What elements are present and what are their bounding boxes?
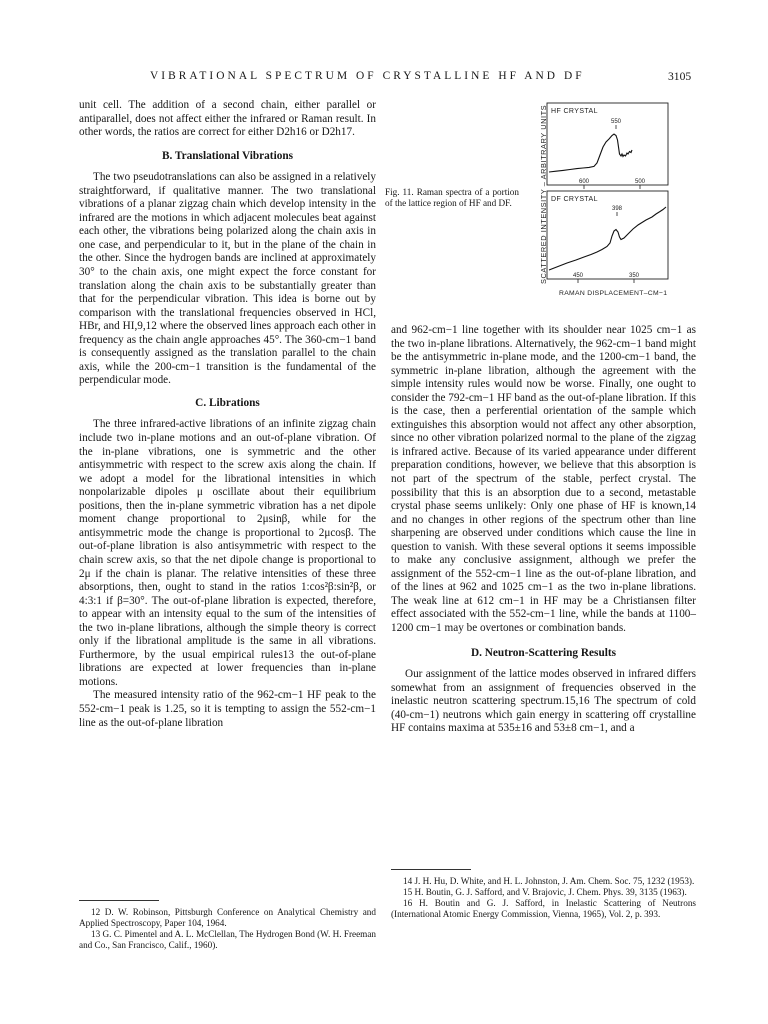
hf-tick-label-500: 500	[634, 179, 646, 185]
df-tick-label-350: 350	[628, 273, 640, 279]
df-crystal-label: DF CRYSTAL	[551, 196, 598, 203]
df-peak-label: 398	[612, 206, 623, 212]
footnote-16: 16 H. Boutin and G. J. Safford, in Inelastic Scattering of Neutrons (International Atomic Energy Commission, Vienna, 1965), Vol. 2, p. 393.	[391, 898, 696, 920]
section-d-heading: D. Neutron-Scattering Results	[470, 646, 617, 659]
page-number: 3105	[668, 70, 692, 83]
section-b-heading: B. Translational Vibrations	[161, 149, 294, 162]
left-footnotes	[79, 907, 376, 951]
df-tick-label-450: 450	[572, 273, 584, 279]
raman-spectra-figure	[530, 92, 720, 302]
right-paragraph-1: and 962-cm−1 line together with its shoulder near 1025 cm−1 as the two in-plane librations. Alternatively, the 962-cm−1 band might be the antisymmetric in-plane mode, and the 1200-cm−1 band, the symmetric in-plane libration, although the agreement with the simple intensity rules would now be worse. Finally, one ought to consider the 792-cm−1 HF band as the out-of-plane libration. If this is the case, then a perferential orientation of the sample which extinguishes this absorption would not affect any other absorption, since no other vibration polarized normal to the plane of the zigzag is infrared active. Because of its varied appearance under different preparation conditions, however, we believe that this absorption is not part of the spectrum of the stable, perfect crystal. The possibility that this is an absorption due to a second, metastable crystal phase seems unlikely: Only one phase of HF is known,14 and no changes in other regions of the spectrum other than line sharpening are observed under conditions which cause the line in question to vanish. With these several options it seems impossible to make any conclusive assignment, although we prefer the assignment of the 552-cm−1 line as the out-of-plane libration, and of the lines at 962 and 1025 cm−1 as the two in-plane librations. The weak line at 612 cm−1 in HF may be a Christiansen filter effect associated with the 552-cm−1 line, while the bands at 1100–1200 cm−1 may be overtones or combination bands.	[391, 324, 696, 635]
hf-peak-label: 550	[611, 119, 622, 125]
running-header	[0, 70, 768, 84]
left-footnote-rule	[79, 900, 159, 901]
df-panel-frame	[547, 191, 668, 279]
y-axis-label: SCATTERED INTENSITY – ARBITRARY UNITS	[539, 104, 548, 284]
footnote-15: 15 H. Boutin, G. J. Safford, and V. Brajovic, J. Chem. Phys. 39, 3135 (1963).	[403, 887, 687, 898]
footnote-14: 14 J. H. Hu, D. White, and H. L. Johnston, J. Am. Chem. Soc. 75, 1232 (1953).	[403, 876, 695, 886]
section-c-paragraph-2: The measured intensity ratio of the 962-cm−1 HF peak to the 552-cm−1 peak is 1.25, so it is tempting to assign the 552-cm−1 line as the out-of-plane libration	[79, 689, 376, 729]
section-d-paragraph: Our assignment of the lattice modes observed in infrared differs somewhat from an assignment of frequencies observed in the inelastic neutron scattering spectrum.15,16 The spectrum of cold (40-cm−1) neutrons which gain energy in scattering off crystalline HF contains maxima at 535±16 and 53±8 cm−1, and a	[391, 668, 696, 735]
footnote-12: 12 D. W. Robinson, Pittsburgh Conference on Analytical Chemistry and Applied Spectroscopy, Paper 104, 1964.	[79, 907, 376, 929]
right-footnote-rule	[391, 869, 471, 870]
running-title: VIBRATIONAL SPECTRUM OF CRYSTALLINE HF AND DF	[150, 70, 585, 82]
section-b-paragraph: The two pseudotranslations can also be assigned in a relatively straightforward, if qualitative manner. The two translational vibrations of a planar zigzag chain which develop intensity in the infrared are the motions in which adjacent molecules beat against each other, the vibrations being polarized along the chain axis in one case, and perpendicular to it, but in the plane of the chain in the other. Since the hydrogen bands are inclined at approximately 30° to the chain axis, one might expect the force constant for translation along the chain axis to be substantially greater than that for the perpendicular vibration. This idea is borne out by comparison with the translational frequencies observed in HCl, HBr, and HI,9,12 where the observed lines approach each other in frequency as the chain angle approaches 45°. The 360-cm−1 band is consequently assigned as the translation parallel to the chain axis, while the 200-cm−1 transition is the fundamental of the perpendicular mode.	[79, 171, 376, 387]
section-c-paragraph-1: The three infrared-active librations of an infinite zigzag chain include two in-plane motions and an out-of-plane vibration. Of the in-plane vibrations, one is symmetric and the other antisymmetric with respect to the screw axis along the chain. If we adopt a model for the librational intensities in which nonpolarizable dipoles μ oscillate about their equilibrium positions, then the in-plane symmetric vibration has a net dipole moment change proportional to 2μsinβ, while for the antisymmetric mode the change is proportional to 2μcosβ. The out-of-plane libration is also antisymmetric with respect to the chain screw axis, so that the net dipole change is proportional to 2μ if the chain is planar. The relative intensities of these three absorptions, then, ought to stand in the ratios 1:cos²β:sin²β, or 4:3:1 if β=30°. The out-of-plane libration is expected, therefore, to appear with an intensity equal to the sum of the intensities of the two in-plane librations, although the simple theory is correct only if the librational amplitude is the same in all vibrations. Furthermore, by the usual empirical rules13 the out-of-plane librations are expected at lower frequencies than in-plane motions.	[79, 418, 376, 688]
intro-paragraph: unit cell. The addition of a second chain, either parallel or antiparallel, does not affect either the infrared or Raman result. In other words, the ratios are correct for either D2h16 or D2h17.	[79, 99, 376, 139]
hf-panel-frame	[547, 103, 668, 185]
figure-caption: Fig. 11. Raman spectra of a portion of the lattice region of HF and DF.	[385, 187, 519, 209]
footnote-13: 13 G. C. Pimentel and A. L. McClellan, The Hydrogen Bond (W. H. Freeman and Co., San Francisco, Calif., 1960).	[79, 929, 376, 951]
x-axis-label: RAMAN DISPLACEMENT–CM−1	[559, 290, 668, 297]
section-c-heading: C. Librations	[195, 396, 260, 409]
right-footnotes	[391, 876, 696, 920]
df-spectrum-trace	[549, 207, 666, 270]
hf-crystal-label: HF CRYSTAL	[551, 108, 598, 115]
hf-tick-label-600: 600	[578, 179, 590, 185]
right-column	[391, 324, 696, 736]
left-column	[79, 99, 376, 730]
hf-spectrum-trace	[549, 134, 632, 172]
